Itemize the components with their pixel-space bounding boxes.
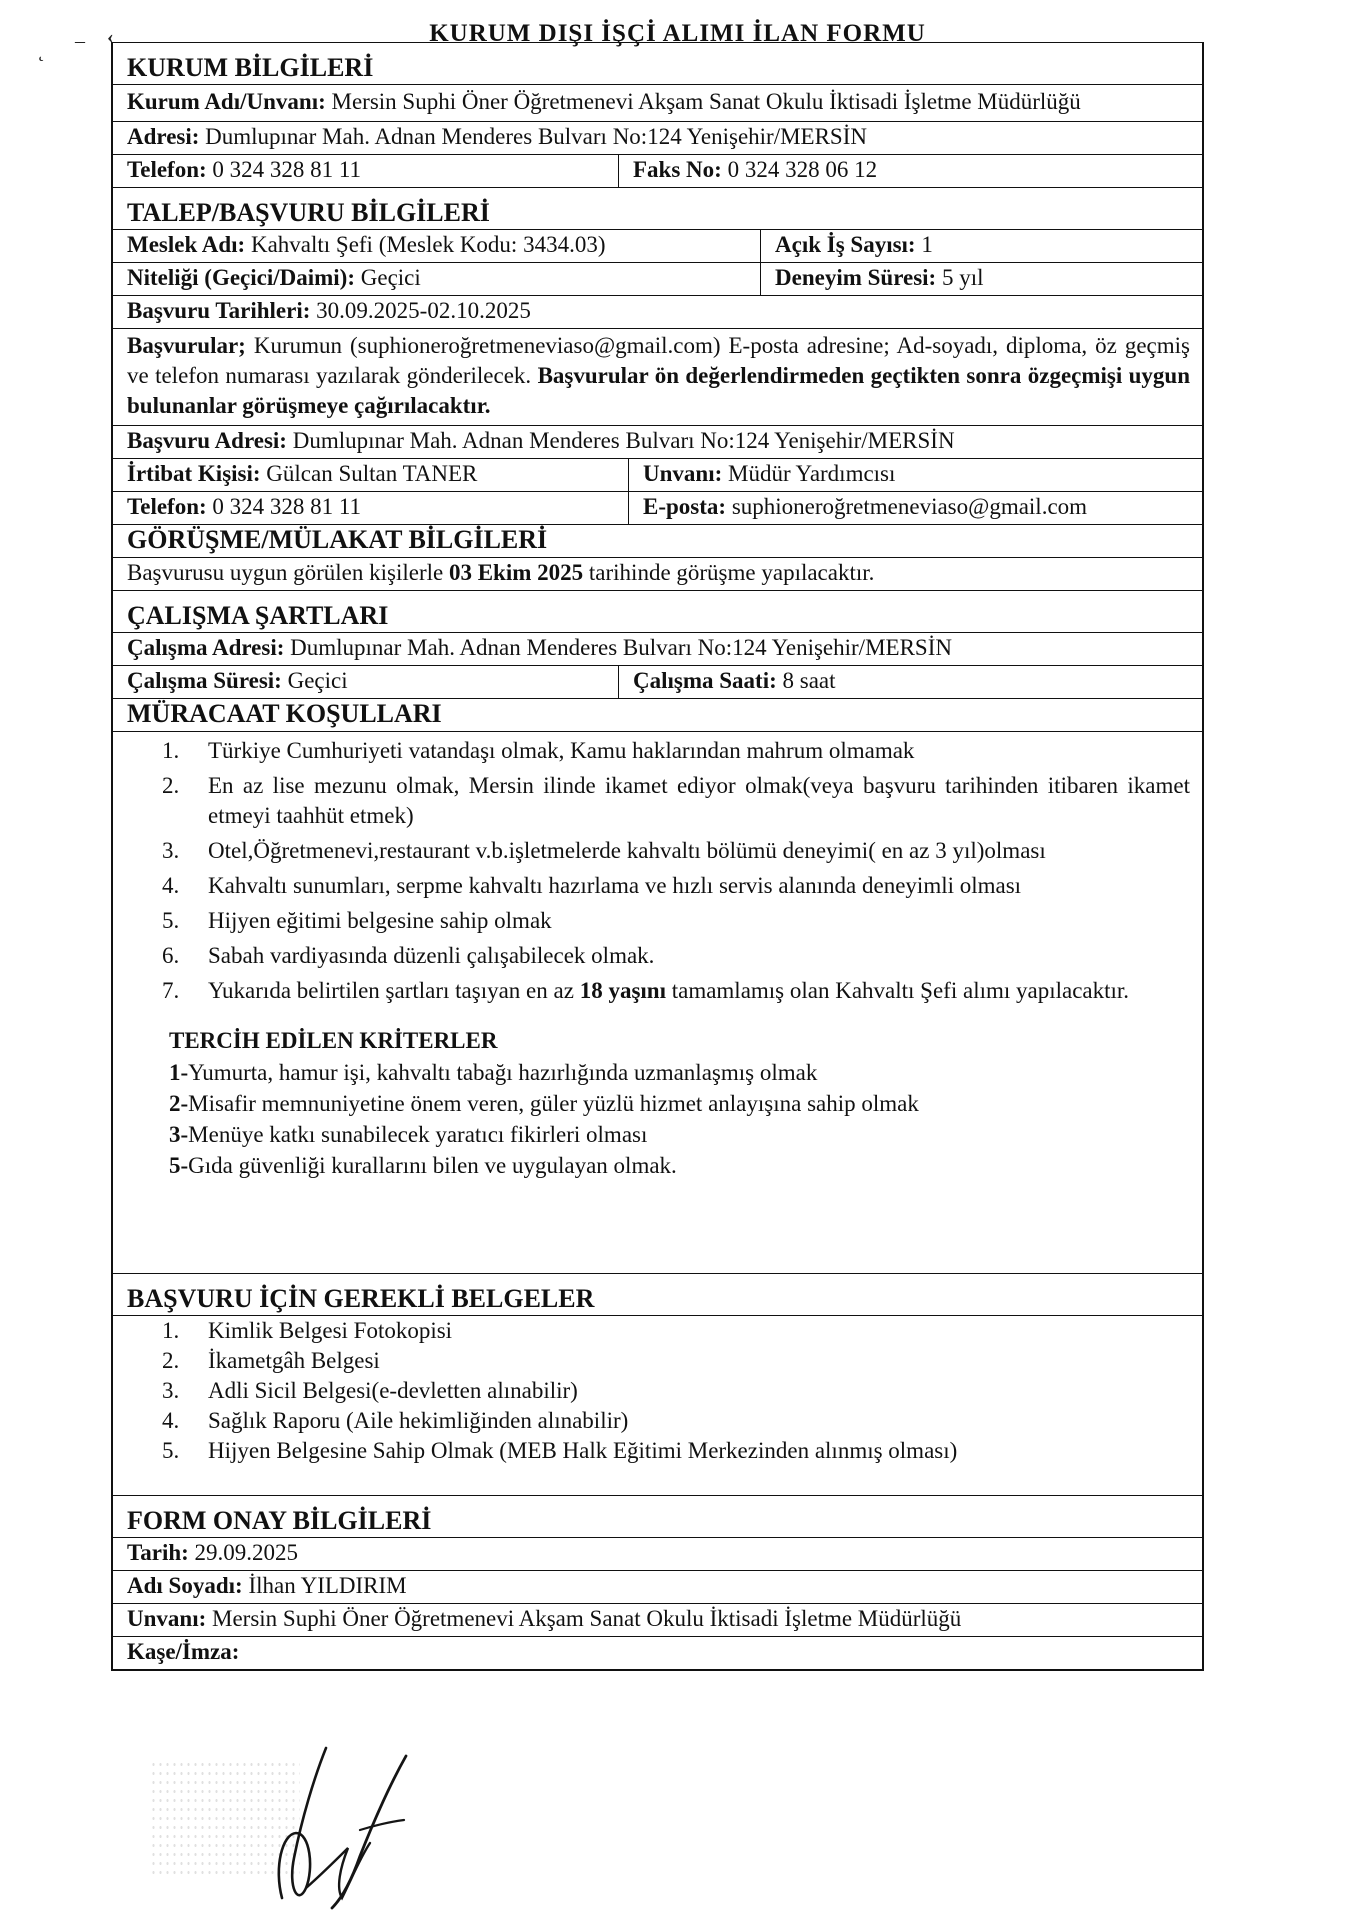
basvurular-row: [113, 328, 1202, 425]
acik-is-cell: [760, 230, 1202, 262]
irtibat-unvan-value: Müdür Yardımcısı: [728, 461, 896, 486]
muracaat-item: [162, 836, 1190, 866]
tercih-number: 5-: [169, 1153, 189, 1178]
item-text: Türkiye Cumhuriyeti vatandaşı olmak, Kamu haklarından mahrum olmamak: [208, 738, 915, 763]
item-text: Kimlik Belgesi Fotokopisi: [208, 1318, 453, 1343]
basvuru-adres-row: [113, 425, 1202, 458]
deneyim-value: 5 yıl: [941, 265, 984, 290]
meslek-cell: [113, 230, 760, 262]
gorusme-text-after: tarihinde görüşme yapılacaktır.: [583, 560, 875, 585]
item-number: 1.: [162, 1318, 180, 1343]
onay-tarih-value: 29.09.2025: [194, 1540, 299, 1565]
gorusme-date: 03 Ekim 2025: [448, 560, 584, 585]
basvurular-bold-text: Başvurular ön değerlendirmeden geçtikten sonra özgeçmişi uygun bulunanlar görüşmeye çağırılacaktır.: [127, 363, 1191, 418]
belge-item: [162, 1376, 1190, 1406]
tercih-item: [169, 1057, 1202, 1088]
item-text: İkametgâh Belgesi: [208, 1348, 380, 1373]
tercih-text: Gıda güvenliği kurallarını bilen ve uygulayan olmak.: [188, 1153, 677, 1178]
item-number: 1.: [162, 738, 180, 763]
tercih-text: Misafir memnuniyetine önem veren, güler yüzlü hizmet anlayışına sahip olmak: [188, 1091, 919, 1116]
belgeler-list: [113, 1316, 1202, 1476]
tercih-text: Menüye katkı sunabilecek yaratıcı fikirleri olması: [188, 1122, 648, 1147]
irtibat-telefon-cell: [113, 492, 628, 524]
item-number: 7.: [162, 978, 180, 1003]
irtibat-value: Gülcan Sultan TANER: [266, 461, 478, 486]
signature: [228, 1738, 418, 1913]
muracaat-item: [162, 906, 1190, 936]
tercih-item: [169, 1088, 1202, 1119]
document-title: KURUM DIŞI İŞÇİ ALIMI İLAN FORMU: [429, 20, 926, 47]
tercih-number: 1-: [169, 1060, 189, 1085]
irtibat-contact-row: [113, 491, 1202, 524]
kurum-telefon-label: Telefon:: [127, 157, 207, 182]
kurum-adi-value: Mersin Suphi Öner Öğretmenevi Akşam Sanat Okulu İktisadi İşletme Müdürlüğü: [331, 89, 1081, 114]
irtibat-row: [113, 458, 1202, 491]
belge-item: [162, 1346, 1190, 1376]
item-number: 4.: [162, 873, 180, 898]
nitelik-value: Geçici: [360, 265, 421, 290]
tercih-block: [113, 1021, 1202, 1181]
basvuru-tarih-row: [113, 295, 1202, 328]
kurum-adres-value: Dumlupınar Mah. Adnan Menderes Bulvarı No:124 Yenişehir/MERSİN: [205, 124, 867, 149]
irtibat-label: İrtibat Kişisi:: [127, 461, 261, 486]
basvurular-text: Kurumun (suphioneroğretmeneviaso@gmail.com) E-posta adresine; Ad-soyadı, diploma, öz geçmiş ve telefon numarası yazılarak gönderilecek.: [127, 333, 1190, 388]
onay-tarih-row: [113, 1537, 1202, 1570]
item-text: Kahvaltı sunumları, serpme kahvaltı hazırlama ve hızlı servis alanında deneyimli olması: [208, 873, 1022, 898]
item-text: Adli Sicil Belgesi(e-devletten alınabilir): [208, 1378, 578, 1403]
calisma-adres-row: [113, 632, 1202, 665]
nitelik-row: [113, 262, 1202, 295]
basvuru-adres-value: Dumlupınar Mah. Adnan Menderes Bulvarı No:124 Yenişehir/MERSİN: [292, 428, 955, 453]
kurum-telefon-cell: [113, 155, 618, 187]
onay-kase-row: [113, 1636, 1202, 1669]
muracaat-item: [162, 976, 1190, 1006]
irtibat-unvan-cell: [628, 459, 1202, 491]
gorusme-row: [113, 557, 1202, 590]
belge-item: [162, 1316, 1190, 1346]
item-text: Sabah vardiyasında düzenli çalışabilecek olmak.: [208, 943, 655, 968]
acik-is-value: 1: [921, 232, 933, 257]
calisma-sure-cell: [113, 666, 618, 698]
tercih-text: Yumurta, hamur işi, kahvaltı tabağı hazırlığında uzmanlaşmış olmak: [188, 1060, 818, 1085]
irtibat-eposta-value: suphioneroğretmeneviaso@gmail.com: [731, 494, 1088, 519]
onay-unvan-row: [113, 1603, 1202, 1636]
item-number: 2.: [162, 1348, 180, 1373]
irtibat-eposta-cell: [628, 492, 1202, 524]
item-number: 5.: [162, 1438, 180, 1463]
item-text: En az lise mezunu olmak, Mersin ilinde ikamet ediyor olmak(veya başvuru tarihinden itibaren ikamet etmeyi taahhüt etmek): [208, 773, 1190, 828]
item-number: 6.: [162, 943, 180, 968]
item-text: Otel,Öğretmenevi,restaurant v.b.işletmelerde kahvaltı bölümü deneyimi( en az 3 yıl)olması: [208, 838, 1046, 863]
kurum-adi-row: [113, 84, 1202, 121]
muracaat-item: [162, 941, 1190, 971]
tercih-number: 3-: [169, 1122, 189, 1147]
scan-mark-left: ˛: [38, 40, 45, 62]
scan-mark-tick: ‹: [107, 26, 114, 48]
item-number: 3.: [162, 1378, 180, 1403]
calisma-saat-cell: [618, 666, 1202, 698]
item-text: tamamlamış olan Kahvaltı Şefi alımı yapılacaktır.: [665, 978, 1130, 1003]
kurum-adres-row: [113, 121, 1202, 154]
muracaat-item: [162, 871, 1190, 901]
item-number: 5.: [162, 908, 180, 933]
kurum-contact-row: [113, 154, 1202, 187]
kurum-faks-value: 0 324 328 06 12: [727, 157, 878, 182]
calisma-sure-row: [113, 665, 1202, 698]
calisma-sure-label: Çalışma Süresi:: [127, 668, 282, 693]
irtibat-eposta-label: E-posta:: [643, 494, 727, 519]
calisma-sure-value: Geçici: [287, 668, 348, 693]
muracaat-list: [113, 732, 1202, 1021]
deneyim-label: Deneyim Süresi:: [775, 265, 937, 290]
section-calisma: ÇALIŞMA ŞARTLARI: [113, 590, 1202, 632]
onay-ad-label: Adı Soyadı:: [127, 1573, 243, 1598]
item-text: Sağlık Raporu (Aile hekimliğinden alınabilir): [208, 1408, 629, 1433]
nitelik-label: Niteliği (Geçici/Daimi):: [127, 265, 356, 290]
onay-ad-value: İlhan YILDIRIM: [248, 1573, 407, 1598]
belge-item: [162, 1436, 1190, 1466]
muracaat-item: [162, 771, 1190, 831]
meslek-value: Kahvaltı Şefi (Meslek Kodu: 3434.03): [250, 232, 606, 257]
item-number: 4.: [162, 1408, 180, 1433]
basvuru-adres-label: Başvuru Adresi:: [127, 428, 287, 453]
basvuru-tarih-value: 30.09.2025-02.10.2025: [316, 298, 531, 323]
irtibat-unvan-label: Unvanı:: [643, 461, 723, 486]
kurum-faks-label: Faks No:: [633, 157, 722, 182]
acik-is-label: Açık İş Sayısı:: [775, 232, 916, 257]
kurum-faks-cell: [618, 155, 1202, 187]
belgeler-body: [113, 1315, 1202, 1495]
onay-kase-label: Kaşe/İmza:: [127, 1639, 240, 1664]
irtibat-cell: [113, 459, 628, 491]
item-text: Hijyen Belgesine Sahip Olmak (MEB Halk Eğitimi Merkezinden alınmış olması): [208, 1438, 958, 1463]
onay-unvan-value: Mersin Suphi Öner Öğretmenevi Akşam Sanat Okulu İktisadi İşletme Müdürlüğü: [212, 1606, 962, 1631]
tercih-number: 2-: [169, 1091, 189, 1116]
calisma-adres-label: Çalışma Adresi:: [127, 635, 285, 660]
muracaat-item: [162, 736, 1190, 766]
basvurular-label: Başvurular;: [127, 333, 246, 358]
tercih-title: TERCİH EDİLEN KRİTERLER: [169, 1028, 498, 1053]
deneyim-cell: [760, 263, 1202, 295]
calisma-saat-label: Çalışma Saati:: [633, 668, 777, 693]
meslek-row: [113, 229, 1202, 262]
section-talep: TALEP/BAŞVURU BİLGİLERİ: [113, 187, 1202, 229]
onay-tarih-label: Tarih:: [127, 1540, 189, 1565]
section-belgeler: BAŞVURU İÇİN GEREKLİ BELGELER: [113, 1273, 1202, 1315]
gorusme-text-before: Başvurusu uygun görülen kişilerle: [127, 560, 449, 585]
belge-item: [162, 1406, 1190, 1436]
irtibat-telefon-label: Telefon:: [127, 494, 207, 519]
muracaat-body: [113, 731, 1202, 1273]
item-text: Hijyen eğitimi belgesine sahip olmak: [208, 908, 552, 933]
item-bold-text: 18 yaşını: [579, 978, 666, 1003]
item-text: Yukarıda belirtilen şartları taşıyan en az: [208, 978, 580, 1003]
section-onay: FORM ONAY BİLGİLERİ: [113, 1495, 1202, 1537]
section-kurum: KURUM BİLGİLERİ: [113, 42, 1202, 84]
scan-mark-dash: –: [75, 30, 85, 52]
section-gorusme: GÖRÜŞME/MÜLAKAT BİLGİLERİ: [113, 524, 1202, 557]
item-number: 2.: [162, 773, 180, 798]
calisma-saat-value: 8 saat: [782, 668, 836, 693]
kurum-adi-label: Kurum Adı/Unvanı:: [127, 89, 326, 114]
kurum-telefon-value: 0 324 328 81 11: [212, 157, 362, 182]
kurum-adres-label: Adresi:: [127, 124, 200, 149]
item-number: 3.: [162, 838, 180, 863]
tercih-item: [169, 1150, 1202, 1181]
section-muracaat: MÜRACAAT KOŞULLARI: [113, 698, 1202, 731]
nitelik-cell: [113, 263, 760, 295]
onay-ad-row: [113, 1570, 1202, 1603]
irtibat-telefon-value: 0 324 328 81 11: [212, 494, 362, 519]
tercih-item: [169, 1119, 1202, 1150]
onay-unvan-label: Unvanı:: [127, 1606, 207, 1631]
basvuru-tarih-label: Başvuru Tarihleri:: [127, 298, 311, 323]
calisma-adres-value: Dumlupınar Mah. Adnan Menderes Bulvarı No:124 Yenişehir/MERSİN: [290, 635, 952, 660]
announcement-form: [111, 42, 1204, 1671]
meslek-label: Meslek Adı:: [127, 232, 246, 257]
